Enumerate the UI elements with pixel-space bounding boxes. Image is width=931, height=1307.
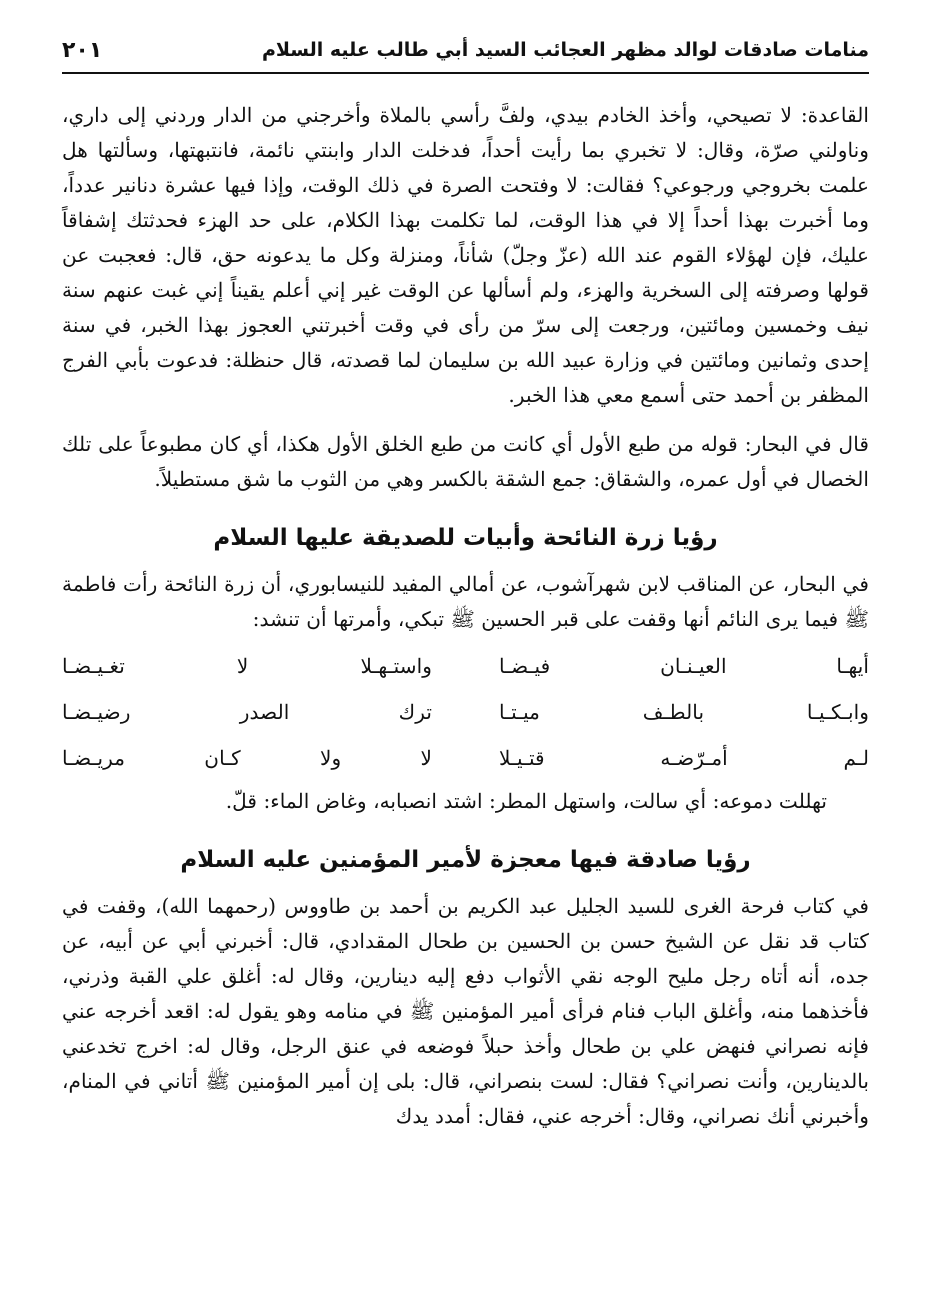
verse-gloss: تهللت دموعه: أي سالت، واستهل المطر: اشتد انصبابه، وغاض الماء: قلّ. [225, 789, 827, 813]
paragraph-continuation: القاعدة: لا تصيحي، وأخذ الخادم بيدي، ولفَّ رأسي بالملاة وأخرجني من الدار وردني إلى داري، وناولني صرّة، وقال: لا تخبري بما رأيت أحداً، فدخلت الدار وابنتي نائمة، فانتبهتها، وسألتها هل علمت بخروجي ورجوعي؟ فقالت: لا وفتحت الصرة في ذلك الوقت، وإذا فيها عشرة دنانير عدداً، وما أخبرت بهذا أحداً إلا في هذا الوقت، لما تكلمت بهذا الكلام، على حد الهزء فحدثتك إشفاقاً عليك، فإن لهؤلاء القوم عند الله (عزّ وجلّ) شأناً، ومنزلة وكل ما يدعونه حق، قال: فعجبت عن قولها وصرفته إلى السخرية والهزء، ولم أسألها عن الوقت غير إني أعلم يقيناً إني غبت عنهم سنة نيف وخمسين ومائتين، ورجعت إلى سرّ من رأى في وقت أخبرتني العجوز بهذا الخبر، في سنة إحدى وثمانين ومائتين في وزارة عبيد الله بن سليمان لما قصدته، قال حنظلة: فدعوت بأبي الفرج المظفر بن أحمد حتى أسمع معي هذا الخبر. [62, 103, 869, 407]
poem-verses [62, 643, 869, 781]
verse-line [62, 735, 869, 781]
section-body-text: في كتاب فرحة الغرى للسيد الجليل عبد الكريم بن أحمد بن طاووس (رحمهما الله)، وقفت في كتاب قد نقل عن الشيخ حسن بن الحسين بن طحال المقدادي، قال: أخبرني أبي عن أبيه، عن جده، أنه أتاه رجل مليح الوجه نقي الأثواب دفع إليه دينارين، وقال له: أغلق علي القبة وذرني، فأخذهما منه، وأغلق الباب فنام فرأى أمير المؤمنين ﷺ في منامه وهو يقول له: اقعد أخرجه عني فإنه نصراني فنهض علي بن طحال وأخذ حبلاً فوضعه في عنق الرجل، وقال له: اخرج تخدعني بالدينارين، وأنت نصراني؟ فقال: لست بنصراني، قال: بلى إن أمير المؤمنين ﷺ أتاني في المنام، وأخبرني أنك نصراني، وقال: أخرجه عني، فقال: أمدد يدك [62, 894, 869, 1128]
running-title: منامات صادقات لوالد مظهر العجائب السيد أبي طالب عليه السلام [261, 39, 869, 61]
page-number: ٢٠١ [62, 37, 103, 63]
page-body [62, 98, 869, 1134]
verse-line [62, 689, 869, 735]
section-heading-zarra-dream: رؤيا زرة النائحة وأبيات للصديقة عليها السلام [213, 525, 718, 551]
verse-second-hemistich: ترك الصدر رضيـضـا [62, 700, 432, 724]
page-header [62, 28, 869, 74]
verse-first-hemistich: لـم أمـرّضـه قتـيـلا [499, 746, 869, 770]
section-heading-true-dream-miracle: رؤيا صادقة فيها معجزة لأمير المؤمنين عليه السلام [180, 847, 751, 873]
verse-first-hemistich: أيهـا العيـنـان فيـضـا [499, 654, 869, 678]
paragraph-bihar-commentary: قال في البحار: قوله من طبع الأول أي كانت من طبع الخلق الأول هكذا، أي كان مطبوعاً على تلك الخصال في أول عمره، والشقاق: جمع الشقة بالكسر وهي من الثوب ما شق مستطيلاً. [62, 432, 869, 491]
section-intro: في البحار، عن المناقب لابن شهرآشوب، عن أمالي المفيد للنيسابوري، أن زرة النائحة رأت فاطمة ﷺ فيما يرى النائم أنها وقفت على قبر الحسين ﷺ تبكي، وأمرتها أن تنشد: [62, 572, 869, 631]
verse-first-hemistich: وابـكـيـا بالطـف ميـتـا [499, 700, 869, 724]
verse-second-hemistich: لا ولا كـان مريـضـا [62, 746, 432, 770]
verse-line [62, 643, 869, 689]
verse-second-hemistich: واستـهـلا لا تغـيـضـا [62, 654, 432, 678]
